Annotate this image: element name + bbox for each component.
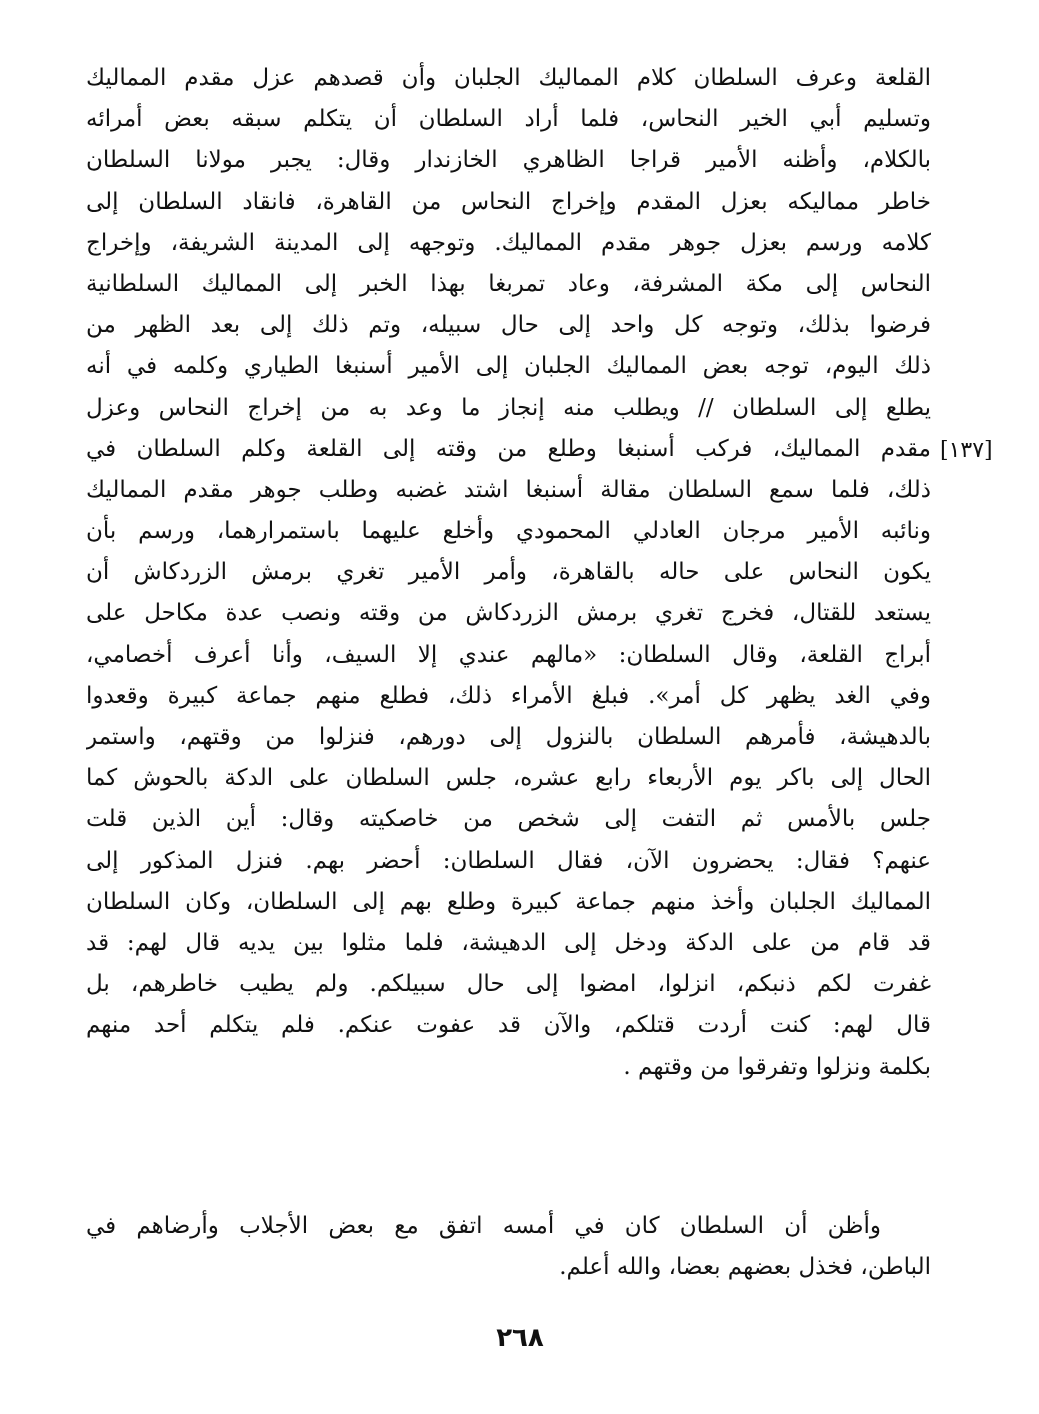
text-line: عنهم؟ فقال: يحضرون الآن، فقال السلطان: أحضر بهم. فنزل المذكور إلى — [86, 847, 931, 874]
text-line: فرضوا بذلك، وتوجه كل واحد إلى حال سبيله، وتم ذلك إلى بعد الظهر من — [86, 312, 931, 339]
text-line: المماليك الجلبان وأخذ منهم جماعة كبيرة وطلع بهم إلى السلطان، وكان السلطان — [86, 888, 931, 915]
text-line: قال لهم: كنت أردت قتلكم، والآن قد عفوت عنكم. فلم يتكلم أحد منهم — [86, 1012, 931, 1039]
text-line: وتسليم أبي الخير النحاس، فلما أراد السلطان أن يتكلم سبقه بعض أمرائه — [86, 106, 931, 133]
page-number: ٢٦٨ — [496, 1323, 544, 1353]
text-line: جلس بالأمس ثم التفت إلى شخص من خاصكيته وقال: أين الذين قلت — [86, 806, 931, 833]
text-line: الباطن، فخذل بعضهم بعضا، والله أعلم. — [559, 1254, 931, 1281]
text-line: غفرت لكم ذنبكم، انزلوا، امضوا إلى حال سبيلكم. ولم يطيب خاطرهم، بل — [86, 971, 931, 998]
text-line: وأظن أن السلطان كان في أمسه اتفق مع بعض الأجلاب وأرضاهم في — [86, 1213, 881, 1239]
text-line: يكون النحاس على حاله بالقاهرة، وأمر الأمير تغري برمش الزردكاش أن — [86, 559, 931, 586]
text-line: الحال إلى باكر يوم الأربعاء رابع عشره، جلس السلطان على الدكة بالحوش كما — [86, 765, 931, 792]
text-line: يطلع إلى السلطان // ويطلب منه إنجاز ما وعد به من إخراج النحاس وعزل — [86, 394, 931, 421]
text-line: القلعة وعرف السلطان كلام المماليك الجلبان وأن قصدهم عزل مقدم المماليك — [86, 65, 931, 91]
text-line: مقدم المماليك، فركب أسنبغا وطلع من وقته إلى القلعة وكلم السلطان في — [86, 435, 931, 462]
text-line: قد قام من على الدكة ودخل إلى الدهيشة، فلما مثلوا بين يديه قال لهم: قد — [86, 929, 931, 956]
text-line: كلامه ورسم بعزل جوهر مقدم المماليك. وتوجهه إلى المدينة الشريفة، وإخراج — [86, 229, 931, 256]
text-line: النحاس إلى مكة المشرفة، وعاد تمربغا بهذا الخبر إلى المماليك السلطانية — [86, 270, 931, 297]
closing-paragraph — [86, 1206, 931, 1288]
manuscript-folio-marker: [١٣٧] — [940, 438, 993, 463]
text-line: بكلمة ونزلوا وتفرقوا من وقتهم . — [623, 1053, 931, 1080]
text-line: أبراج القلعة، وقال السلطان: «مالهم عندي إلا السيف، وأنا أعرف أخصامي، — [86, 641, 931, 668]
text-line: وفي الغد يظهر كل أمر». فبلغ الأمراء ذلك، فطلع منهم جماعة كبيرة وقعدوا — [86, 682, 931, 709]
main-paragraph — [86, 58, 931, 1088]
text-line: خاطر مماليكه بعزل المقدم وإخراج النحاس من القاهرة، فانقاد السلطان إلى — [86, 188, 931, 215]
text-line: ذلك اليوم، توجه بعض المماليك الجلبان إلى الأمير أسنبغا الطياري وكلمه في أنه — [86, 353, 931, 380]
text-line: ونائبه الأمير مرجان العادلي المحمودي وأخلع عليهما باستمرارهما، ورسم بأن — [86, 518, 931, 545]
text-line: بالدهيشة، فأمرهم السلطان بالنزول إلى دورهم، فنزلوا من وقتهم، واستمر — [86, 724, 931, 750]
text-line: ذلك، فلما سمع السلطان مقالة أسنبغا اشتد غضبه وطلب جوهر مقدم المماليك — [86, 476, 931, 503]
text-line: يستعد للقتال، فخرج تغري برمش الزردكاش من وقته ونصب عدة مكاحل على — [86, 600, 931, 627]
text-line: بالكلام، وأظنه الأمير قراجا الظاهري الخازندار وقال: يجبر مولانا السلطان — [86, 147, 931, 174]
